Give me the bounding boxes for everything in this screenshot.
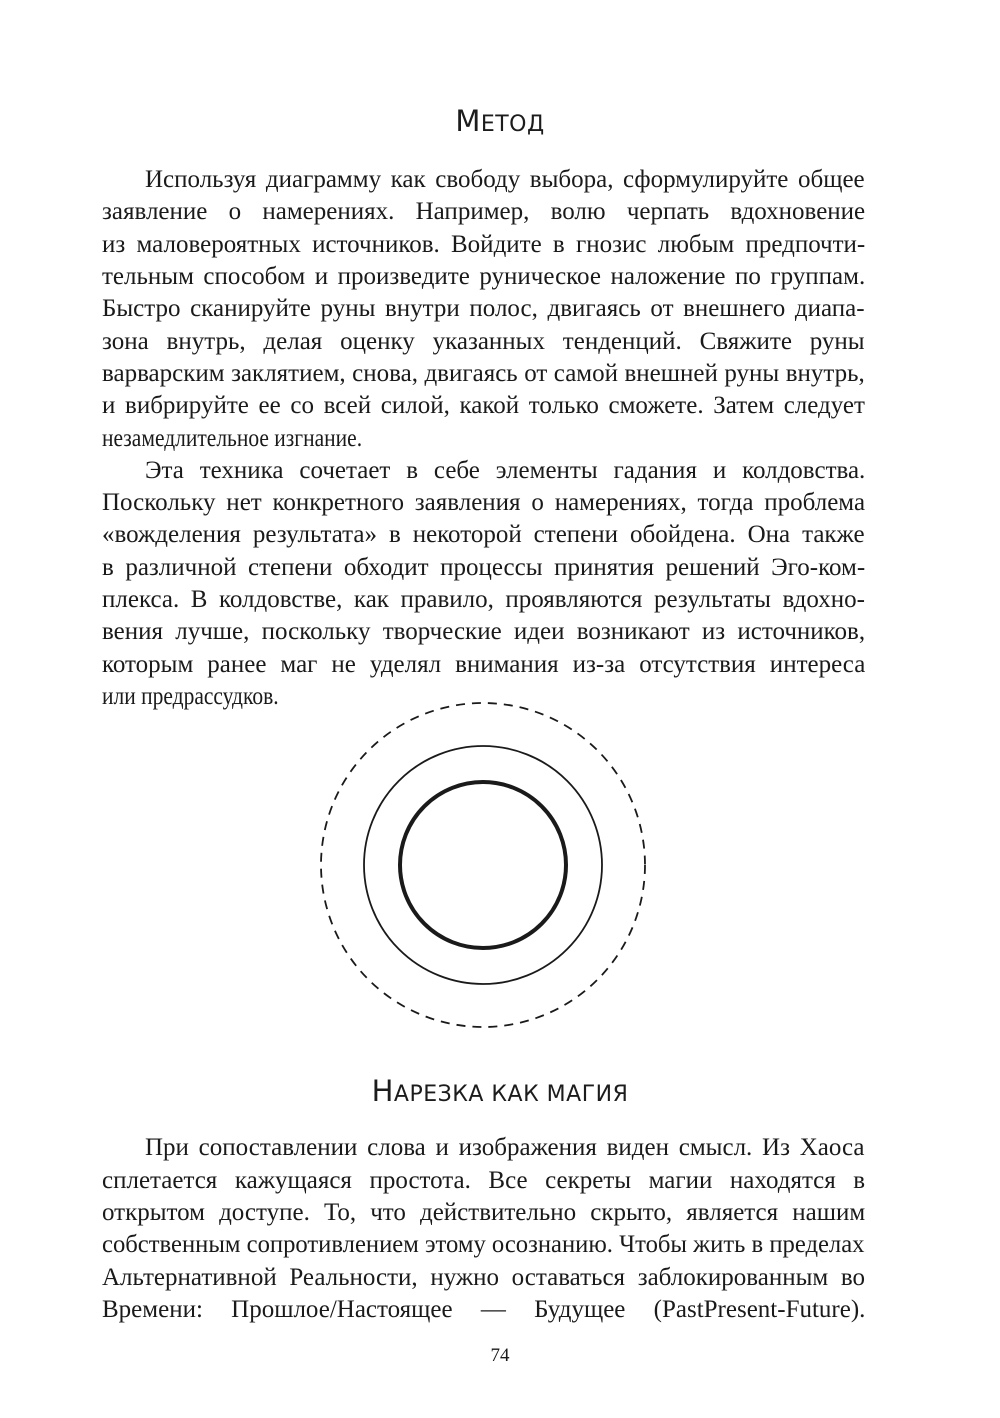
text-line: незамедлительное изгнание. <box>102 425 363 452</box>
text-line: Используя диаграмму как свободу выбора, сформулируйте общее <box>145 166 865 193</box>
text-line: или предрассудков. <box>102 683 279 710</box>
heading-initial: М <box>455 104 481 138</box>
text-line: При сопоставлении слова и изображения виден смысл. Из Хаоса <box>145 1134 865 1161</box>
inner-bold-circle <box>400 782 566 948</box>
text-line: зона внутрь, делая оценку указанных тенденций. Свяжите руны <box>102 328 865 355</box>
text-line: которым ранее маг не уделял внимания из-за отсутствия интереса <box>102 651 866 678</box>
text-line: и вибрируйте ее со всей силой, какой только сможете. Затем следует <box>102 392 865 419</box>
outer-dashed-circle <box>321 703 645 1027</box>
text-line: Эта техника сочетает в себе элементы гадания и колдовства. <box>145 457 866 484</box>
heading-initial: Н <box>371 1074 394 1108</box>
text-line: Времени: Прошлое/Настоящее — Будущее (PastPresent-Future). <box>102 1296 866 1323</box>
text-line: тельным способом и произведите руническое наложение по группам. <box>102 263 866 290</box>
text-line: плекса. В колдовстве, как правило, проявляются результаты вдохно- <box>102 586 865 613</box>
text-line: Альтернативной Реальности, нужно оставаться заблокированным во <box>102 1264 866 1291</box>
text-line: «вожделения результата» в некоторой степени обойдена. Она также <box>102 521 865 548</box>
text-line: заявление о намерениях. Например, волю черпать вдохновение <box>102 198 866 225</box>
text-line: варварским заклятием, снова, двигаясь от самой внешней руны внутрь, <box>102 360 865 387</box>
section-heading-cut-up <box>0 1074 1000 1108</box>
heading-rest: АРЕЗКА КАК МАГИЯ <box>393 1082 629 1107</box>
heading-rest: ЕТОД <box>480 112 545 137</box>
page-number: 74 <box>490 1345 510 1366</box>
text-line: Поскольку нет конкретного заявления о намерениях, тогда проблема <box>102 489 866 516</box>
text-line: из маловероятных источников. Войдите в гнозис любым предпочти- <box>102 231 866 258</box>
text-line: Быстро сканируйте руны внутри полос, двигаясь от внешнего диапа- <box>102 295 865 322</box>
text-line: вения лучше, поскольку творческие идеи возникают из источников, <box>102 618 866 645</box>
text-line: собственным сопротивлением этому осознанию. Чтобы жить в пределах <box>102 1231 865 1258</box>
text-line: открытом доступе. То, что действительно скрыто, является нашим <box>102 1199 866 1226</box>
text-line: в различной степени обходит процессы принятия решений Эго-ком- <box>102 554 866 581</box>
text-line: сплетается кажущаяся простота. Все секреты магии находятся в <box>102 1167 866 1194</box>
